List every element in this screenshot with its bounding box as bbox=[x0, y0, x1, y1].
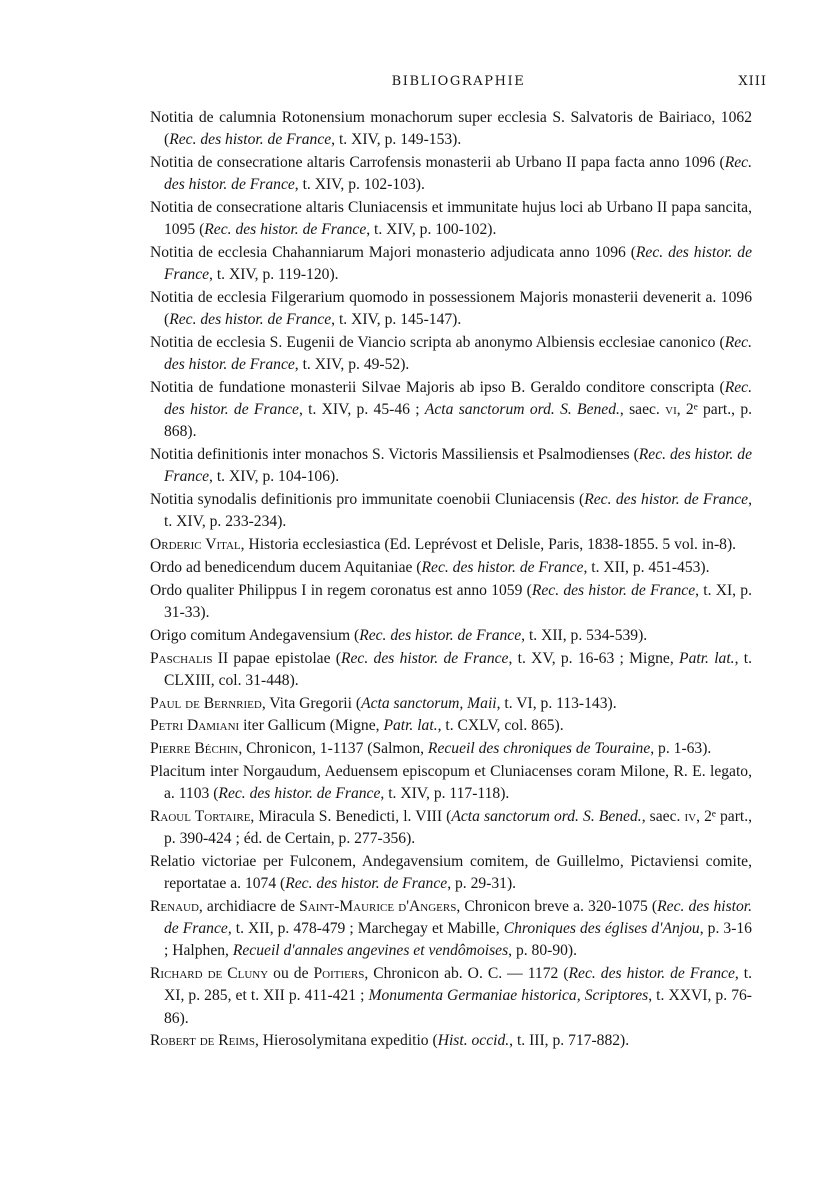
entry-title-italic: Recueil d'annales angevines et vendômoises bbox=[232, 942, 509, 960]
entry-author-smallcaps: Orderic Vital bbox=[150, 536, 241, 554]
entry-text: II papae epistolae ( bbox=[212, 649, 341, 667]
entry-text: Relatio victoriae per Fulconem, Andegavensium comitem, de Guillelmo, Pictaviensi comite, reportatae a. 1074 ( bbox=[150, 852, 752, 893]
entry-text: , p. 29-31). bbox=[447, 875, 517, 893]
entry-text: , t. XIV, p. 104-106). bbox=[209, 468, 340, 486]
bibliography-entry bbox=[150, 152, 752, 196]
entry-text: iter Gallicum (Migne, bbox=[239, 717, 384, 735]
bibliography-entry bbox=[150, 738, 752, 760]
entry-author-smallcaps: Pierre Béchin bbox=[150, 740, 239, 758]
entry-title-italic: Acta sanctorum ord. S. Bened. bbox=[424, 401, 620, 419]
entry-title-italic: Monumenta Germaniae historica, Scriptores bbox=[368, 987, 649, 1005]
entry-title-italic: Chroniques des églises d'Anjou bbox=[503, 920, 700, 938]
bibliography-entry bbox=[150, 534, 752, 556]
entry-text: , Chronicon, 1-1137 (Salmon, bbox=[238, 740, 428, 758]
bibliography-entry bbox=[150, 693, 752, 715]
entry-author-smallcaps: Paschalis bbox=[150, 649, 213, 667]
entry-text: , p. 3-16 ; Halphen, bbox=[164, 920, 752, 960]
entry-text: , t. III, p. 717-882). bbox=[509, 1032, 630, 1050]
entry-text: , p. 80-90). bbox=[508, 942, 578, 960]
entry-author-smallcaps: iv bbox=[684, 807, 697, 825]
bibliography-entry bbox=[150, 896, 752, 963]
bibliography-entry bbox=[150, 557, 752, 579]
entry-text: , p. 1-63). bbox=[650, 740, 712, 758]
bibliography-entry bbox=[150, 806, 752, 850]
entry-text: , t. XIV, p. 45-46 ; bbox=[298, 401, 425, 419]
entry-author-smallcaps: Saint-Maurice d'Angers bbox=[299, 897, 457, 915]
bibliography-entry bbox=[150, 648, 752, 692]
entry-title-italic: Rec. des histor. de France bbox=[164, 379, 752, 419]
entry-author-smallcaps: Robert de Reims bbox=[150, 1032, 255, 1050]
entry-text: , t. XII, p. 478-479 ; Marchegay et Mabille, bbox=[227, 920, 504, 938]
entry-text: , t. XIV, p. 100-102). bbox=[366, 221, 497, 239]
entry-title-italic: Rec. des histor. de France bbox=[218, 785, 381, 803]
bibliography-entry bbox=[150, 287, 752, 331]
entry-title-italic: Rec. des histor. de France bbox=[169, 131, 332, 149]
entry-author-smallcaps: Poitiers bbox=[313, 965, 365, 983]
entry-text: Placitum inter Norgaudum, Aeduensem episcopum et Cluniacenses coram Milone, R. E. legato, a. 1103 ( bbox=[150, 762, 752, 803]
entry-title-italic: Rec. des histor. de France bbox=[568, 965, 735, 983]
entry-title-italic: Rec. des histor. de France bbox=[285, 875, 448, 893]
bibliography-entry bbox=[150, 489, 752, 533]
entry-title-italic: Rec. des histor. de France bbox=[164, 446, 753, 486]
running-header bbox=[150, 74, 767, 96]
entry-text: , 2ᵉ part., p. 868). bbox=[164, 401, 753, 441]
entry-text: , t. CLXIII, col. 31-448). bbox=[164, 649, 753, 689]
entry-title-italic: Rec. des histor. de France bbox=[169, 311, 332, 329]
entry-author-smallcaps: vi bbox=[665, 401, 677, 419]
bibliography-entry bbox=[150, 444, 752, 488]
bibliography-entry bbox=[150, 107, 752, 151]
entry-text: , archidiacre de bbox=[198, 897, 300, 915]
entry-title-italic: Recueil des chroniques de Touraine bbox=[427, 740, 651, 758]
entry-title-italic: Hist. occid. bbox=[437, 1032, 510, 1050]
entry-text: Notitia de fundatione monasterii Silvae Majoris ab ipso B. Geraldo conditore conscripta ( bbox=[150, 379, 725, 396]
bibliography-entry bbox=[150, 242, 752, 286]
bibliography-entry bbox=[150, 197, 752, 241]
entry-text: , t. XII, p. 534-539). bbox=[521, 626, 648, 644]
entry-text: , 2ᵉ part., p. 390-424 ; éd. de Certain, p. 277-356). bbox=[164, 807, 753, 848]
entry-author-smallcaps: Richard de Cluny bbox=[150, 965, 269, 983]
entry-title-italic: Patr. lat. bbox=[383, 717, 438, 735]
entry-text: , t. XII, p. 451-453). bbox=[583, 559, 710, 576]
entry-text: , t. XXVI, p. 76-86). bbox=[164, 987, 752, 1027]
entry-text: , t. XIV, p. 233-234). bbox=[164, 491, 752, 531]
entry-text: Ordo qualiter Philippus I in regem coronatus est anno 1059 ( bbox=[150, 581, 532, 599]
page-number: XIII bbox=[738, 74, 767, 89]
entry-text: Ordo ad benedicendum ducem Aquitaniae ( bbox=[150, 559, 422, 576]
entry-title-italic: Rec. des histor. de France bbox=[359, 626, 522, 644]
entry-author-smallcaps: Renaud bbox=[150, 897, 199, 915]
entry-text: , Hierosolymitana expeditio ( bbox=[254, 1032, 438, 1050]
bibliography-entry bbox=[150, 1030, 752, 1052]
entry-text: Notitia de ecclesia Filgerarium quomodo in possessionem Majoris monasterii devenerit a. 1096 ( bbox=[150, 289, 752, 329]
entry-title-italic: Rec. des histor. de France bbox=[204, 221, 367, 239]
entry-text: , t. XIV, p. 119-120). bbox=[209, 266, 339, 284]
entry-text: , Miracula S. Benedicti, l. VIII ( bbox=[250, 807, 452, 825]
entry-text: , t. XI, p. 285, et t. XII p. 411-421 ; bbox=[164, 965, 753, 1005]
entry-text: , saec. bbox=[619, 401, 666, 419]
entry-title-italic: Rec. des histor. de France bbox=[421, 559, 584, 576]
entry-text: Origo comitum Andegavensium ( bbox=[150, 626, 360, 644]
entry-text: Notitia de consecratione altaris Cluniacensis et immunitate hujus loci ab Urbano II papa sancita, 1095 ( bbox=[150, 199, 752, 239]
entry-title-italic: Rec. des histor. de France bbox=[584, 491, 749, 509]
entry-text: , Chronicon ab. O. C. — 1172 ( bbox=[364, 965, 569, 983]
bibliography-entry bbox=[150, 377, 752, 444]
entry-title-italic: Rec. des histor. de France bbox=[164, 897, 753, 938]
bibliography-entry bbox=[150, 963, 752, 1030]
entry-title-italic: Patr. lat. bbox=[679, 649, 735, 667]
entry-text: , t. XIV, p. 149-153). bbox=[331, 131, 462, 149]
entry-text: , t. XI, p. 31-33). bbox=[164, 581, 752, 621]
entry-text: Notitia de ecclesia S. Eugenii de Viancio scripta ab anonymo Albiensis ecclesiae canonico ( bbox=[150, 334, 725, 351]
entry-text: , t. XIV, p. 145-147). bbox=[331, 311, 462, 329]
entry-title-italic: Acta sanctorum, Maii bbox=[361, 694, 497, 712]
entry-text: , t. XV, p. 16-63 ; Migne, bbox=[508, 649, 680, 667]
entry-text: Notitia de ecclesia Chahanniarum Majori monasterio adjudicata anno 1096 ( bbox=[150, 244, 636, 261]
entry-text: Notitia synodalis definitionis pro immunitate coenobii Cluniacensis ( bbox=[150, 491, 585, 509]
entry-text: ou de bbox=[268, 965, 314, 983]
bibliography-entry bbox=[150, 761, 752, 805]
entry-title-italic: Rec. des histor. de France bbox=[531, 581, 696, 599]
entry-author-smallcaps: Paul de Bernried bbox=[150, 694, 262, 712]
entry-title-italic: Rec. des histor. de France bbox=[164, 334, 752, 374]
bibliography-entry bbox=[150, 580, 752, 624]
entry-text: , t. XIV, p. 49-52). bbox=[294, 356, 410, 374]
bibliography-entry bbox=[150, 625, 752, 647]
entry-text: , t. CXLV, col. 865). bbox=[437, 717, 564, 735]
page-title: BIBLIOGRAPHIE bbox=[391, 74, 526, 89]
entry-text: Notitia de calumnia Rotonensium monachorum super ecclesia S. Salvatoris de Bairiaco, 1062 ( bbox=[150, 109, 752, 149]
entry-title-italic: Rec. des histor. de France bbox=[340, 649, 509, 667]
entry-text: Notitia definitionis inter monachos S. Victoris Massiliensis et Psalmodienses ( bbox=[150, 446, 639, 464]
entry-author-smallcaps: Raoul Tortaire bbox=[150, 807, 251, 825]
entry-title-italic: Rec. des histor. de France bbox=[164, 154, 752, 194]
entry-text: Notitia de consecratione altaris Carrofensis monasterii ab Urbano II papa facta anno 1096 ( bbox=[150, 154, 725, 171]
entry-text: , Vita Gregorii ( bbox=[261, 694, 362, 712]
entry-text: , t. VI, p. 113-143). bbox=[496, 694, 617, 712]
entry-title-italic: Rec. des histor. de France bbox=[164, 244, 752, 284]
bibliography-entry bbox=[150, 332, 752, 376]
bibliography-entry bbox=[150, 715, 752, 737]
bibliography-entry bbox=[150, 851, 752, 895]
entry-text: , Chronicon breve a. 320-1075 ( bbox=[456, 897, 658, 915]
entry-author-smallcaps: Petri Damiani bbox=[150, 717, 240, 735]
entry-text: , t. XIV, p. 117-118). bbox=[380, 785, 510, 803]
entry-title-italic: Acta sanctorum ord. S. Bened. bbox=[451, 807, 642, 825]
bibliography-list bbox=[150, 107, 752, 1053]
entry-text: , t. XIV, p. 102-103). bbox=[294, 176, 425, 194]
entry-text: , saec. bbox=[641, 807, 685, 825]
entry-text: , Historia ecclesiastica (Ed. Leprévost et Delisle, Paris, 1838-1855. 5 vol. in-8). bbox=[240, 536, 737, 554]
